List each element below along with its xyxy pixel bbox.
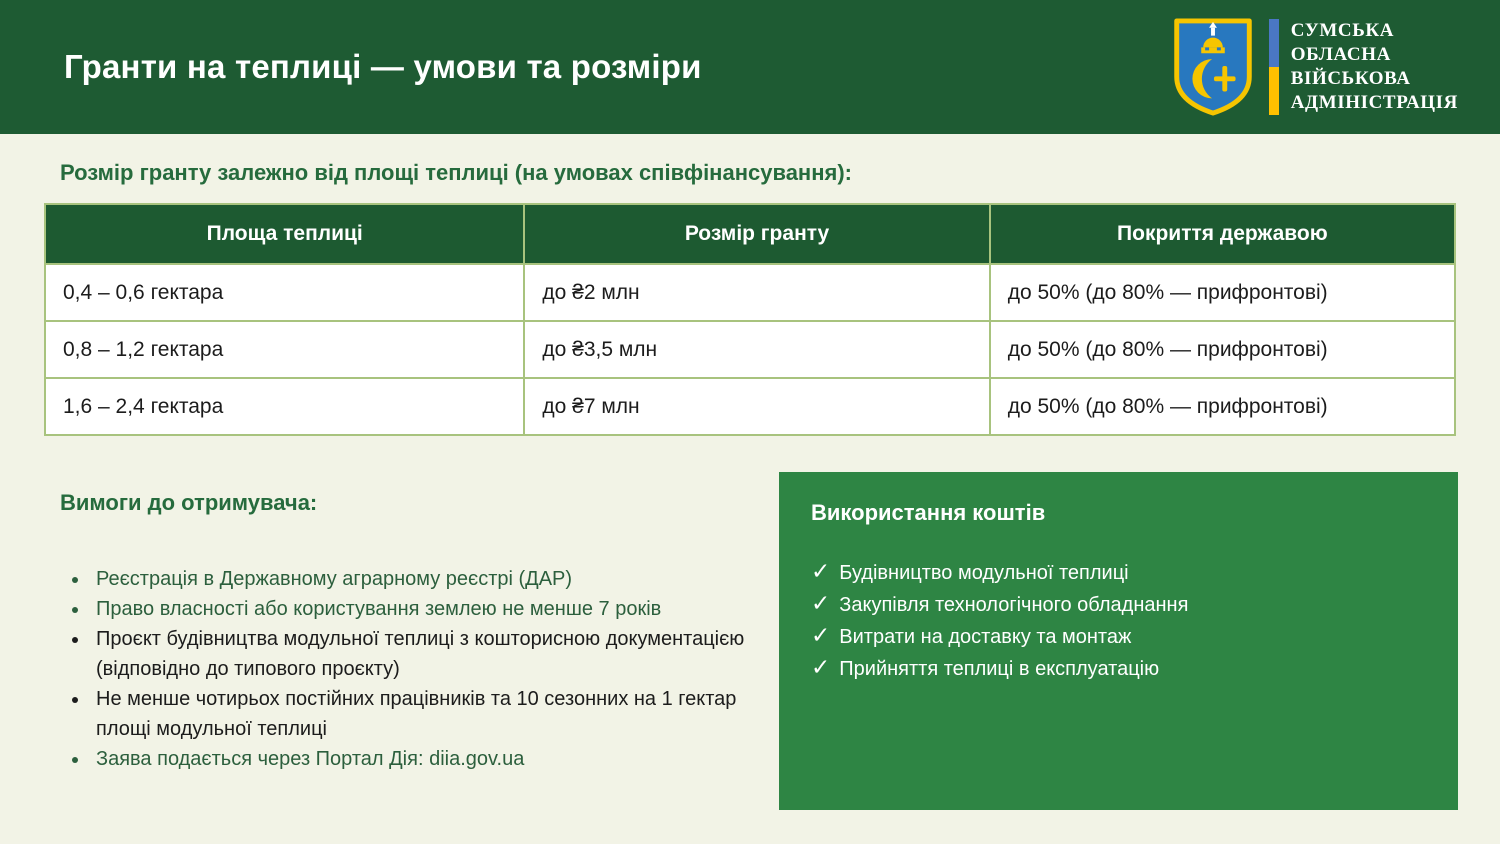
header-bar bbox=[0, 0, 1500, 134]
coat-of-arms-icon bbox=[1170, 16, 1256, 118]
check-icon: ✓ bbox=[811, 558, 831, 584]
usage-item bbox=[811, 652, 1426, 684]
check-icon: ✓ bbox=[811, 654, 831, 680]
cell-area: 0,4 – 0,6 гектара bbox=[45, 264, 524, 321]
table-row bbox=[45, 264, 1455, 321]
table-header-row bbox=[45, 204, 1455, 264]
requirements-heading: Вимоги до отримувача: bbox=[60, 490, 318, 515]
ukraine-flag-stripe bbox=[1269, 19, 1279, 115]
requirements-section bbox=[60, 490, 750, 774]
requirement-item: • Не менше чотирьох постійних працівників та 10 сезонних на 1 гектар площі модульної теплиці bbox=[90, 684, 750, 744]
cell-area: 0,8 – 1,2 гектара bbox=[45, 321, 524, 378]
org-name-line: ОБЛАСНА bbox=[1290, 44, 1391, 65]
column-header-grant: Розмір гранту bbox=[524, 204, 989, 264]
cell-grant: до ₴3,5 млн bbox=[524, 321, 989, 378]
table-row bbox=[45, 321, 1455, 378]
column-header-coverage: Покриття державою bbox=[990, 204, 1455, 264]
grant-table bbox=[44, 203, 1456, 436]
grant-table-container bbox=[44, 203, 1456, 436]
org-name-line: ВІЙСЬКОВА bbox=[1290, 68, 1411, 89]
organization-name bbox=[1291, 19, 1458, 115]
usage-item bbox=[811, 588, 1426, 620]
usage-of-funds-box bbox=[779, 472, 1458, 810]
cell-grant: до ₴2 млн bbox=[524, 264, 989, 321]
check-icon: ✓ bbox=[811, 590, 831, 616]
organization-logo bbox=[1170, 16, 1458, 118]
cell-area: 1,6 – 2,4 гектара bbox=[45, 378, 524, 435]
table-row bbox=[45, 378, 1455, 435]
column-header-area: Площа теплиці bbox=[45, 204, 524, 264]
cell-coverage: до 50% (до 80% — прифронтові) bbox=[990, 378, 1455, 435]
usage-list bbox=[811, 556, 1426, 684]
page-title: Гранти на теплиці — умови та розміри bbox=[64, 48, 702, 85]
requirement-item: • Проєкт будівництва модульної теплиці з кошторисною документацією (відповідно до типового проєкту) bbox=[90, 624, 750, 684]
org-name-line: АДМІНІСТРАЦІЯ bbox=[1290, 92, 1458, 113]
usage-item bbox=[811, 556, 1426, 588]
usage-item-label: Будівництво модульної теплиці bbox=[839, 562, 1129, 584]
usage-item-label: Витрати на доставку та монтаж bbox=[839, 626, 1132, 648]
requirement-item: • Заява подається через Портал Дія: diia.gov.ua bbox=[90, 744, 750, 774]
cell-coverage: до 50% (до 80% — прифронтові) bbox=[990, 321, 1455, 378]
org-name-line: СУМСЬКА bbox=[1290, 20, 1395, 41]
cell-grant: до ₴7 млн bbox=[524, 378, 989, 435]
usage-item bbox=[811, 620, 1426, 652]
check-icon: ✓ bbox=[811, 622, 831, 648]
requirement-item: • Право власності або користування землею не менше 7 років bbox=[90, 594, 750, 624]
table-section-heading: Розмір гранту залежно від площі теплиці (на умовах співфінансування): bbox=[60, 160, 852, 185]
cell-coverage: до 50% (до 80% — прифронтові) bbox=[990, 264, 1455, 321]
usage-heading: Використання коштів bbox=[811, 500, 1046, 525]
usage-item-label: Закупівля технологічного обладнання bbox=[839, 594, 1189, 616]
usage-item-label: Прийняття теплиці в експлуатацію bbox=[839, 658, 1160, 680]
requirement-item: • Реєстрація в Державному аграрному реєстрі (ДАР) bbox=[90, 564, 750, 594]
requirements-list bbox=[60, 564, 750, 774]
